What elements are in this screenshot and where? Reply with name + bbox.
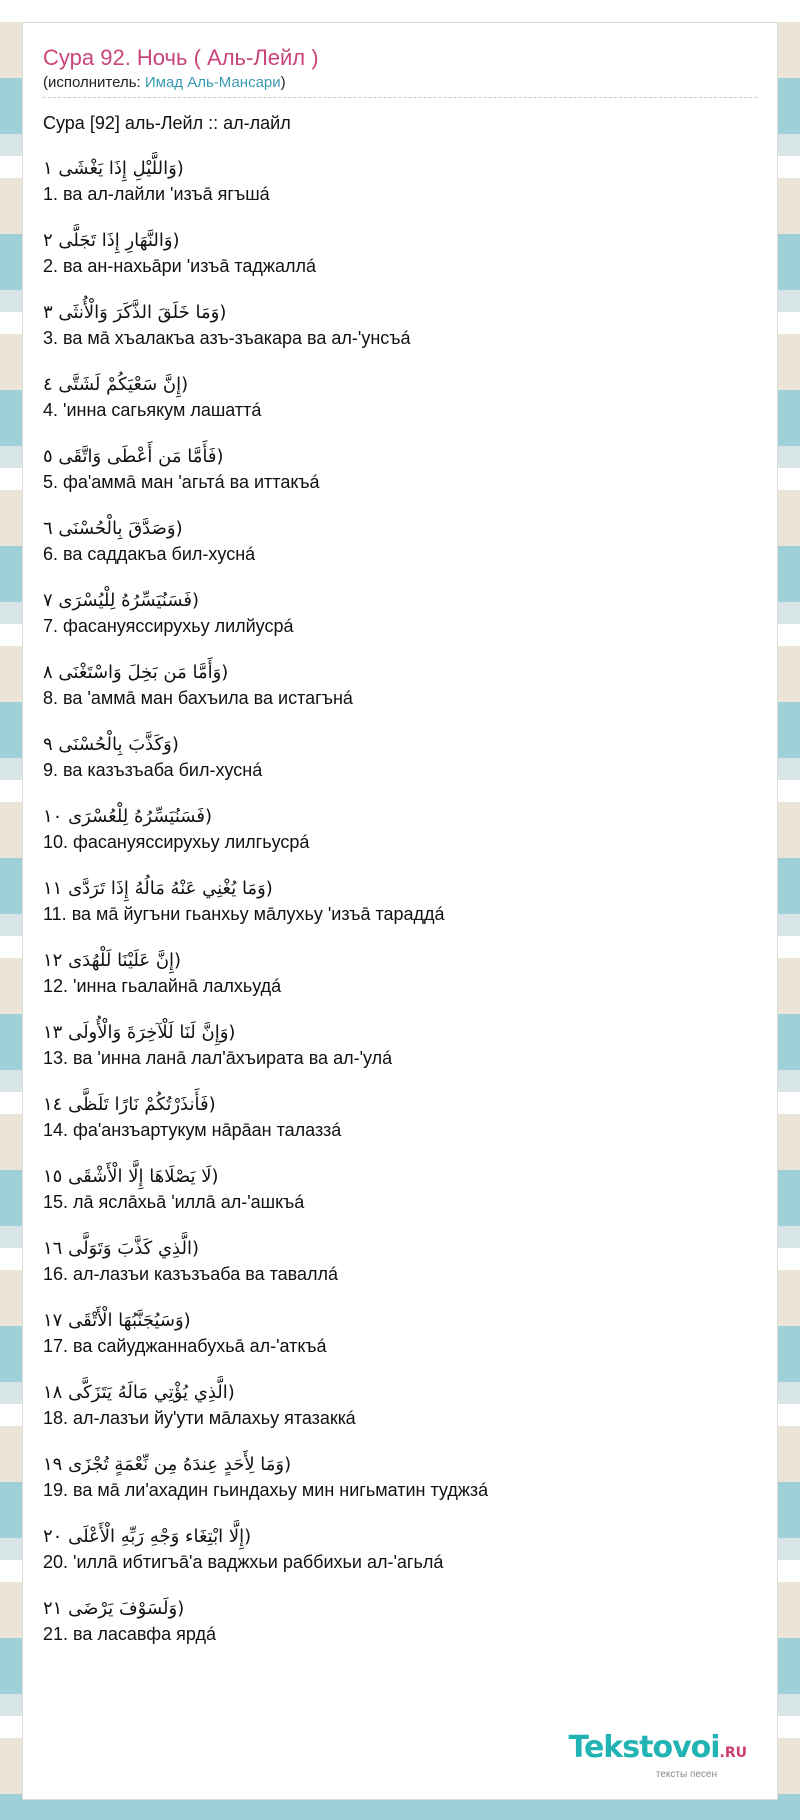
performer-line: [43, 73, 757, 98]
verse-arabic: (إِنَّ عَلَيْنَا لَلْهُدَى ١٢: [43, 950, 182, 971]
verse-transliteration: 20. 'иллā ибтигъā'а ваджхьи раббихьи ал-'агьлá: [43, 1552, 444, 1572]
verse-arabic: (إِلَّا ابْتِغَاء وَجْهِ رَبِّهِ الْأَعْلَى ٢٠: [43, 1526, 252, 1547]
verse-transliteration: 13. ва 'инна ланā лал'āхъирата ва ал-'улá: [43, 1048, 393, 1068]
verse-3: [43, 300, 733, 350]
surah-heading: Сура [92] аль-Лейл :: ал-лайл: [43, 113, 291, 133]
verse-arabic: (فَأَنذَرْتُكُمْ نَارًا تَلَظَّى ١٤: [43, 1094, 216, 1115]
verse-2: [43, 228, 733, 278]
verse-transliteration: 6. ва саддакъа бил-хуснá: [43, 544, 256, 564]
page-title: Сура 92. Ночь ( Аль-Лейл ): [43, 45, 319, 70]
performer-link[interactable]: Имад Аль-Мансари: [144, 74, 281, 91]
verse-arabic: (وَمَا لِأَحَدٍ عِندَهُ مِن نِّعْمَةٍ تُجْزَى ١٩: [43, 1454, 292, 1475]
verse-transliteration: 5. фа'аммā ман 'агьтá ва иттакъá: [43, 472, 320, 492]
verse-21: [43, 1596, 733, 1646]
verse-arabic: (فَسَنُيَسِّرُهُ لِلْعُسْرَى ١٠: [43, 806, 212, 827]
verse-arabic: (وَإِنَّ لَنَا لَلْآخِرَةَ وَالْأُولَى ١٣: [43, 1022, 236, 1043]
verse-arabic: (وَمَا يُغْنِي عَنْهُ مَالُهُ إِذَا تَرَدَّى ١١: [43, 878, 273, 899]
verse-14: [43, 1092, 733, 1142]
verse-transliteration: 10. фасануяссирухьу лилгьусрá: [43, 832, 310, 852]
verse-16: [43, 1236, 733, 1286]
verse-10: [43, 804, 733, 854]
verse-15: [43, 1164, 733, 1214]
verse-13: [43, 1020, 733, 1070]
logo-name: Tekstovoi: [568, 1730, 720, 1765]
verse-17: [43, 1308, 733, 1358]
verse-12: [43, 948, 733, 998]
verse-transliteration: 12. 'инна гьалайнā лалхьудá: [43, 976, 282, 996]
verse-transliteration: 14. фа'анзъартукум нāрāан талаззá: [43, 1120, 342, 1140]
verse-transliteration: 2. ва ан-нахьāри 'изъā таджаллá: [43, 256, 316, 276]
verse-arabic: (وَأَمَّا مَن بَخِلَ وَاسْتَغْنَى ٨: [43, 662, 229, 683]
verse-arabic: (وَسَيُجَنَّبُهَا الْأَتْقَى ١٧: [43, 1310, 191, 1331]
verse-1: [43, 156, 733, 206]
verse-arabic: (الَّذِي يُؤْتِي مَالَهُ يَتَزَكَّى ١٨: [43, 1382, 235, 1403]
verse-transliteration: 9. ва казъзъаба бил-хуснá: [43, 760, 263, 780]
verse-transliteration: 11. ва мā йугъни гьанхьу мāлухьу 'изъā тараддá: [43, 904, 445, 924]
verse-19: [43, 1452, 733, 1502]
verse-transliteration: 15. лā яслāхьā 'иллā ал-'ашкъá: [43, 1192, 305, 1212]
verse-20: [43, 1524, 733, 1574]
verse-5: [43, 444, 733, 494]
verse-transliteration: 8. ва 'аммā ман бахъила ва истагънá: [43, 688, 353, 708]
logo-tagline: тексты песен: [655, 1769, 717, 1780]
verse-arabic: (وَكَذَّبَ بِالْحُسْنَى ٩: [43, 734, 179, 755]
verse-arabic: (وَمَا خَلَقَ الذَّكَرَ وَالْأُنثَى ٣: [43, 302, 227, 323]
verse-arabic: (وَصَدَّقَ بِالْحُسْنَى ٦: [43, 518, 183, 539]
performer-prefix: (исполнитель:: [43, 74, 145, 91]
verse-arabic: (وَلَسَوْفَ يَرْضَى ٢١: [43, 1598, 185, 1619]
verse-transliteration: 18. ал-лазъи йу'ути мāлахьу ятазаккá: [43, 1408, 356, 1428]
verse-transliteration: 1. ва ал-лайли 'изъā ягъшá: [43, 184, 270, 204]
verse-transliteration: 17. ва сайуджаннабухьā ал-'аткъá: [43, 1336, 327, 1356]
verse-transliteration: 21. ва ласавфа ярдá: [43, 1624, 216, 1644]
verse-arabic: (وَاللَّيْلِ إِذَا يَغْشَى ١: [43, 158, 184, 179]
verse-arabic: (فَسَنُيَسِّرُهُ لِلْيُسْرَى ٧: [43, 590, 200, 611]
logo-wordmark: [568, 1732, 747, 1769]
verse-6: [43, 516, 733, 566]
verse-transliteration: 7. фасануяссирухьу лилйусрá: [43, 616, 294, 636]
verse-9: [43, 732, 733, 782]
logo-domain: .RU: [719, 1745, 747, 1761]
verse-transliteration: 4. 'инна сагьякум лашаттá: [43, 400, 262, 420]
verse-transliteration: 3. ва мā хъалакъа азъ-зъакара ва ал-'унсъá: [43, 328, 411, 348]
verse-arabic: (الَّذِي كَذَّبَ وَتَوَلَّى ١٦: [43, 1238, 200, 1259]
verse-7: [43, 588, 733, 638]
verse-11: [43, 876, 733, 926]
verse-list: [43, 156, 757, 1646]
performer-suffix: ): [280, 74, 286, 91]
site-logo[interactable]: [568, 1732, 747, 1781]
verse-18: [43, 1380, 733, 1430]
verse-arabic: (إِنَّ سَعْيَكُمْ لَشَتَّى ٤: [43, 374, 189, 395]
verse-arabic: (وَالنَّهَارِ إِذَا تَجَلَّى ٢: [43, 230, 180, 251]
verse-transliteration: 19. ва мā ли'ахадин гьиндахьу мин нигьматин туджзá: [43, 1480, 489, 1500]
verse-arabic: (فَأَمَّا مَن أَعْطَى وَاتَّقَى ٥: [43, 446, 224, 467]
verse-transliteration: 16. ал-лазъи казъзъаба ва таваллá: [43, 1264, 339, 1284]
verse-4: [43, 372, 733, 422]
verse-arabic: (لَا يَصْلَاهَا إِلَّا الْأَشْقَى ١٥: [43, 1166, 219, 1187]
lyrics-card: [22, 22, 778, 1800]
verse-8: [43, 660, 733, 710]
